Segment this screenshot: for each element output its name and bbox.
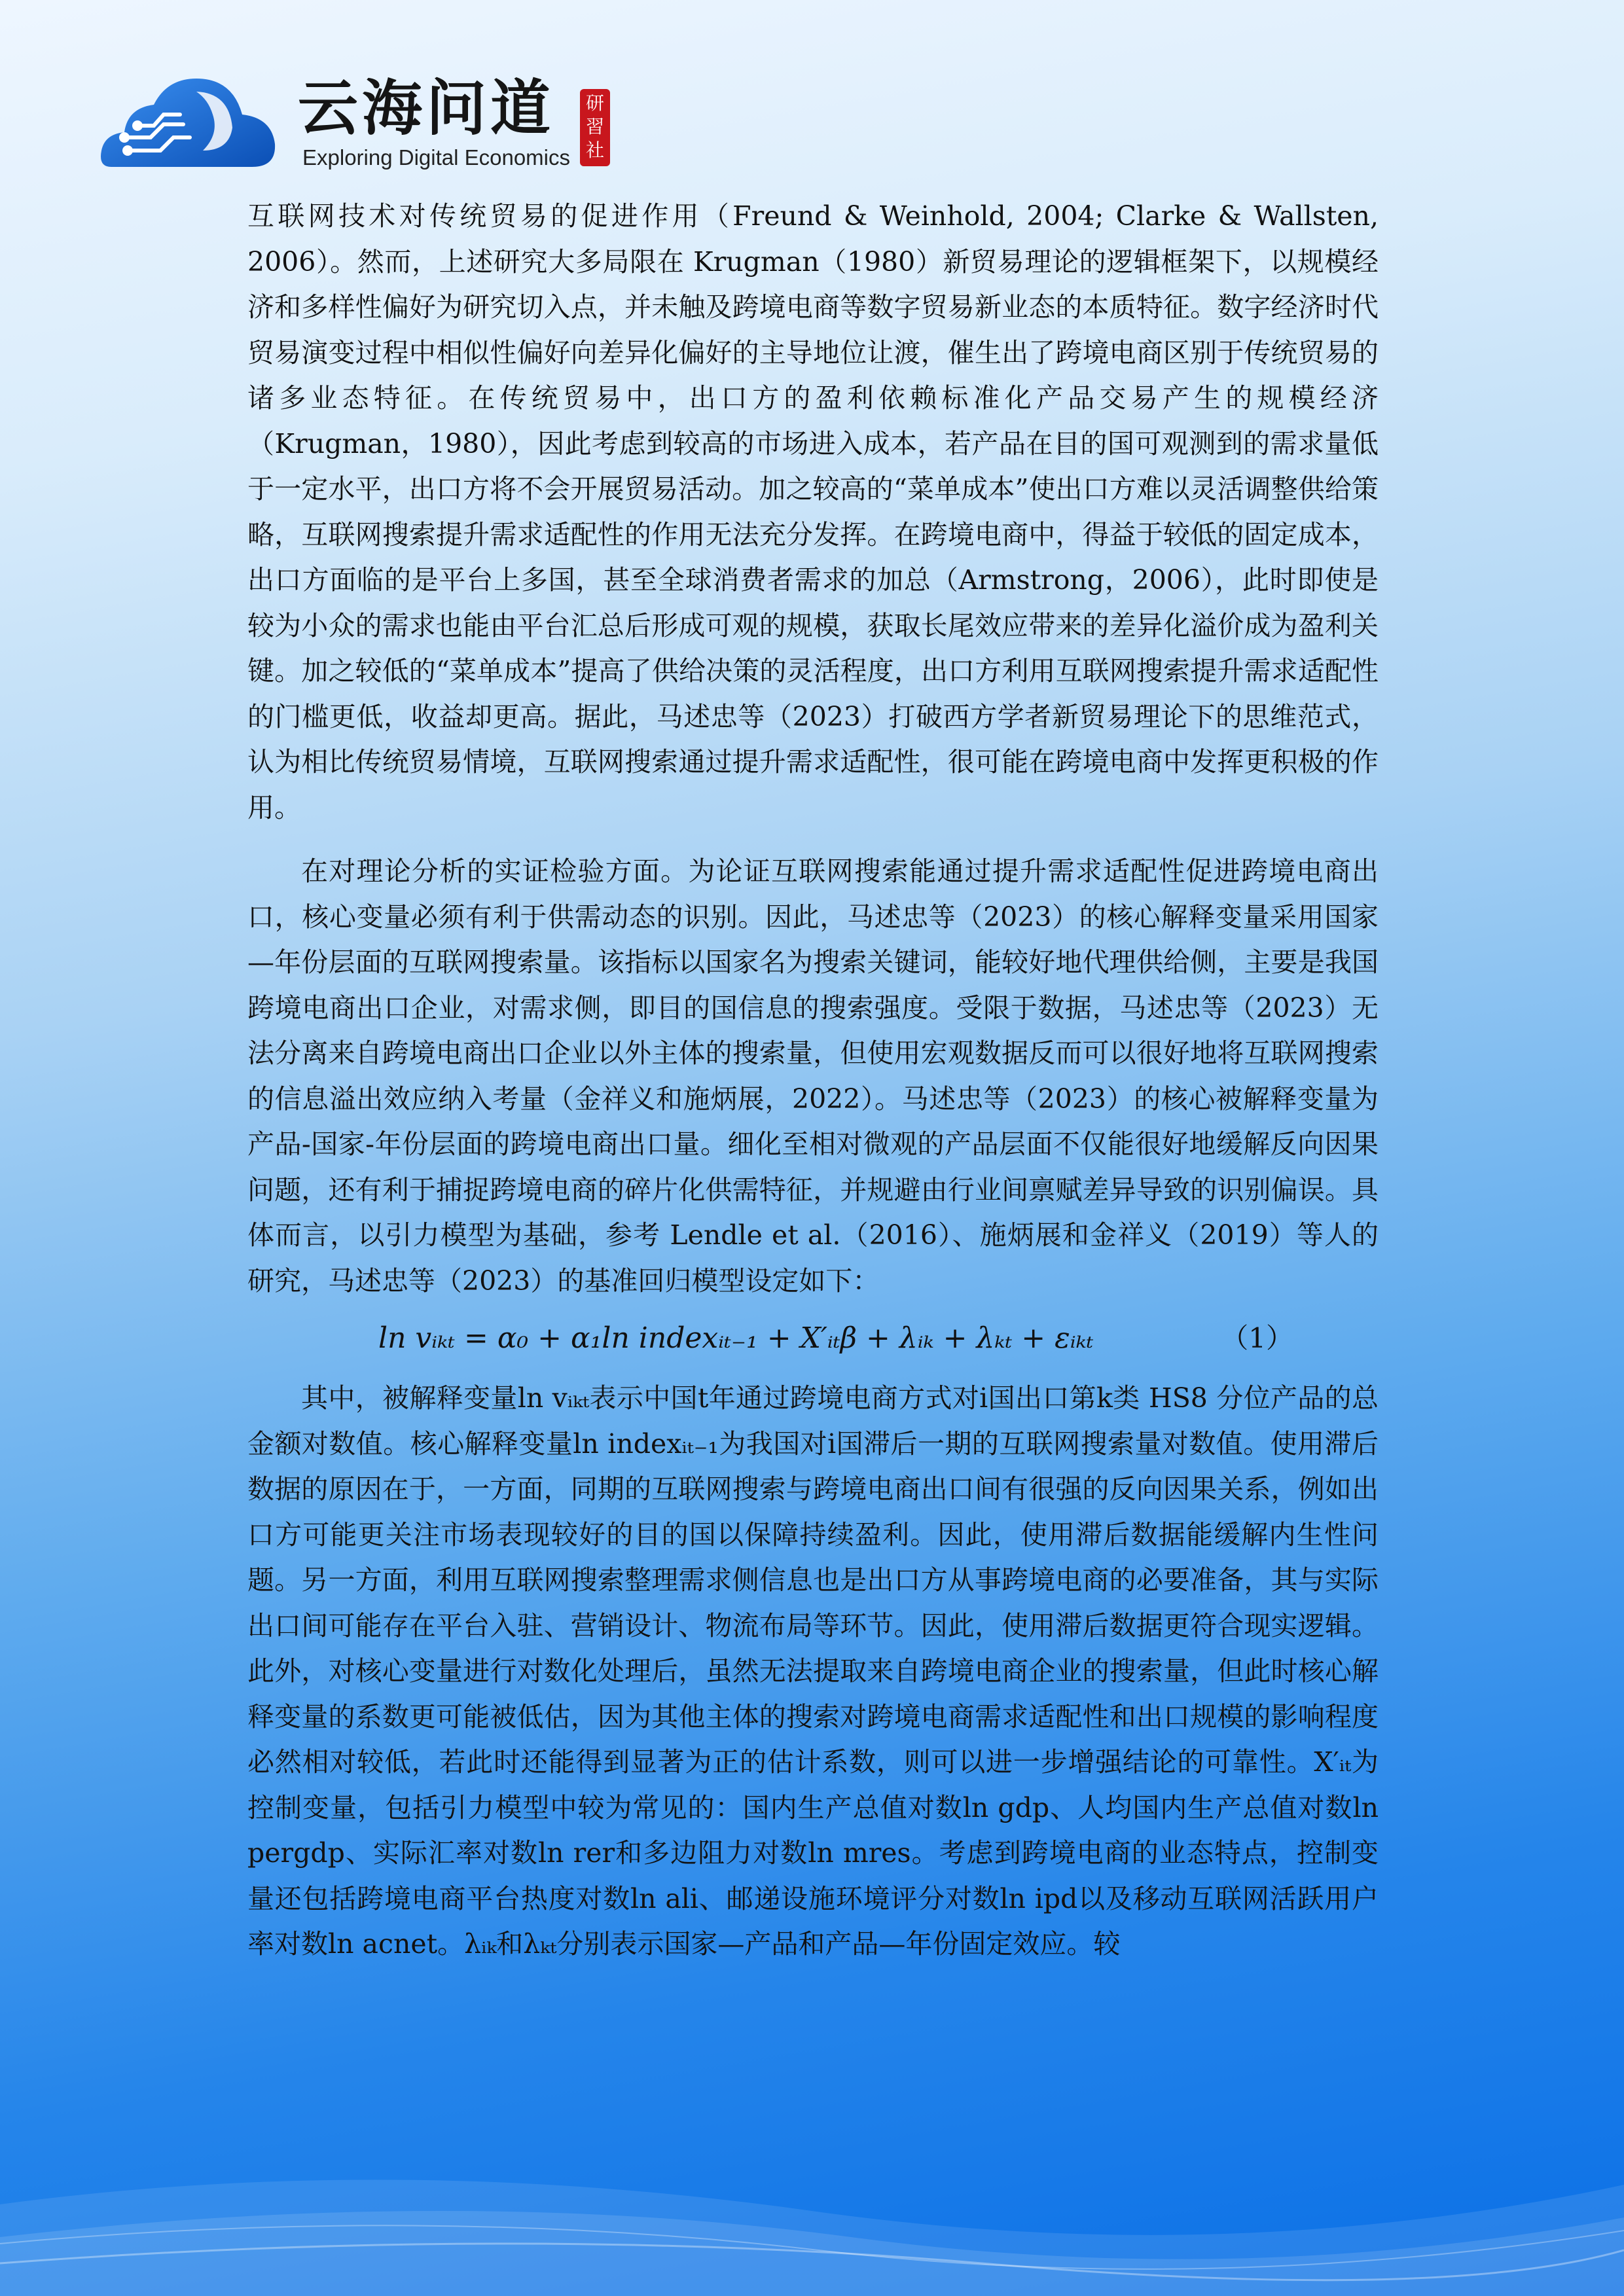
page-header: [98, 52, 622, 183]
equation-expression: ln vᵢₖₜ = α₀ + α₁ln indexᵢₜ₋₁ + X′ᵢₜβ + λᵢₖ + λₖₜ + εᵢₖₜ: [378, 1321, 1094, 1355]
equation-1: [247, 1304, 1379, 1376]
equation-number: （1）: [1221, 1322, 1293, 1354]
brand-seal: 研習社: [580, 89, 610, 166]
cloud-circuit-logo-icon: [98, 52, 288, 177]
brand-tagline: Exploring Digital Economics: [302, 145, 571, 170]
paragraph-2: 在对理论分析的实证检验方面。为论证互联网搜索能通过提升需求适配性促进跨境电商出口，核心变量必须有利于供需动态的识别。因此，马述忠等（2023）的核心解释变量采用国家—年份层面的互联网搜索量。该指标以国家名为搜索关键词，能较好地代理供给侧，主要是我国跨境电商出口企业，对需求侧，即目的国信息的搜索强度。受限于数据，马述忠等（2023）无法分离来自跨境电商出口企业以外主体的搜索量，但使用宏观数据反而可以很好地将互联网搜索的信息溢出效应纳入考量（金祥义和施炳展，2022）。马述忠等（2023）的核心被解释变量为产品-国家-年份层面的跨境电商出口量。细化至相对微观的产品层面不仅能很好地缓解反向因果问题，还有利于捕捉跨境电商的碎片化供需特征，并规避由行业间禀赋差异导致的识别偏误。具体而言，以引力模型为基础，参考 Lendle et al.（2016）、施炳展和金祥义（2019）等人的研究，马述忠等（2023）的基准回归模型设定如下：: [247, 855, 1379, 1297]
paragraph-3: 其中，被解释变量ln vᵢₖₜ表示中国t年通过跨境电商方式对i国出口第k类 HS8 分位产品的总金额对数值。核心解释变量ln indexᵢₜ₋₁为我国对i国滞后一期的互联网搜索量对数值。使用滞后数据的原因在于，一方面，同期的互联网搜索与跨境电商出口间有很强的反向因果关系，例如出口方可能更关注市场表现较好的目的国以保障持续盈利。因此，使用滞后数据能缓解内生性问题。另一方面，利用互联网搜索整理需求侧信息也是出口方从事跨境电商的必要准备，其与实际出口间可能存在平台入驻、营销设计、物流布局等环节。因此，使用滞后数据更符合现实逻辑。此外，对核心变量进行对数化处理后，虽然无法提取来自跨境电商企业的搜索量，但此时核心解释变量的系数更可能被低估，因为其他主体的搜索对跨境电商需求适配性和出口规模的影响程度必然相对较低，若此时还能得到显著为正的估计系数，则可以进一步增强结论的可靠性。X′ᵢₜ为控制变量，包括引力模型中较为常见的：国内生产总值对数ln gdp、人均国内生产总值对数ln pergdp、实际汇率对数ln rer和多边阻力对数ln mres。考虑到跨境电商的业态特点，控制变量还包括跨境电商平台热度对数ln ali、邮递设施环境评分对数ln ipd以及移动互联网活跃用户率对数ln acnet。λᵢₖ和λₖₜ分别表示国家—产品和产品—年份固定效应。较: [247, 1382, 1379, 1960]
decorative-waves: [0, 2126, 1624, 2296]
article-body: [247, 194, 1379, 1967]
brand-name: 云海问道: [298, 73, 555, 143]
paragraph-1: 互联网技术对传统贸易的促进作用（Freund & Weinhold, 2004; Clarke & Wallsten, 2006）。然而，上述研究大多局限在 Krugman（1980）新贸易理论的逻辑框架下，以规模经济和多样性偏好为研究切入点，并未触及跨境电商等数字贸易新业态的本质特征。数字经济时代贸易演变过程中相似性偏好向差异化偏好的主导地位让渡，催生出了跨境电商区别于传统贸易的诸多业态特征。在传统贸易中，出口方的盈利依赖标准化产品交易产生的规模经济（Krugman，1980），因此考虑到较高的市场进入成本，若产品在目的国可观测到的需求量低于一定水平，出口方将不会开展贸易活动。加之较高的“菜单成本”使出口方难以灵活调整供给策略，互联网搜索提升需求适配性的作用无法充分发挥。在跨境电商中，得益于较低的固定成本，出口方面临的是平台上多国，甚至全球消费者需求的加总（Armstrong，2006），此时即使是较为小众的需求也能由平台汇总后形成可观的规模，获取长尾效应带来的差异化溢价成为盈利关键。加之较低的“菜单成本”提高了供给决策的灵活程度，出口方利用互联网搜索提升需求适配性的门槛更低，收益却更高。据此，马述忠等（2023）打破西方学者新贸易理论下的思维范式，认为相比传统贸易情境，互联网搜索通过提升需求适配性，很可能在跨境电商中发挥更积极的作用。: [247, 200, 1379, 823]
